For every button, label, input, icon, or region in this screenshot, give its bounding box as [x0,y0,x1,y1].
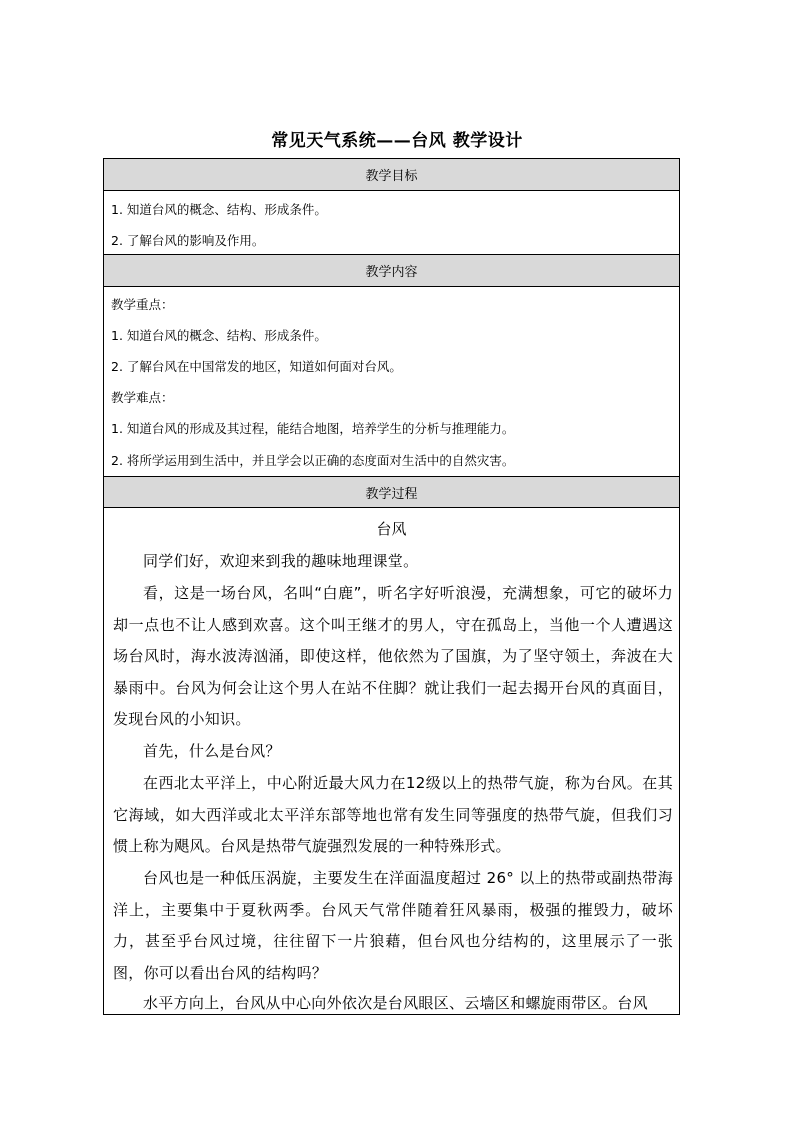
process-header: 教学过程 [104,476,679,508]
lesson-plan-table [103,158,680,1015]
difficulty-item: 2. 将所学运用到生活中，并且学会以正确的态度面对生活中的自然灾害。 [111,453,515,468]
process-cell [104,508,679,1015]
paragraph: 首先，什么是台风？ [143,742,281,760]
section-title: 台风 [376,520,407,538]
content-header: 教学内容 [104,254,679,287]
document-title: 常见天气系统——台风 教学设计 [271,131,523,151]
difficulty-label: 教学难点： [111,390,174,405]
key-points-label: 教学重点： [111,297,174,312]
content-cell [104,287,679,476]
goals-cell [104,191,679,254]
paragraph: 看，这是一场台风，名叫“白鹿”，听名字好听浪漫，充满想象，可它的破坏力却一点也不让人感到欢喜。这个叫王继才的男人，守在孤岛上，当他一个人遭遇这场台风时，海水波涛汹涌，即使这样，他依然为了国旗，为了坚守领土，奔波在大暴雨中。台风为何会让这个男人在站不住脚？就让我们一起去揭开台风的真面目，发现台风的小知识。 [113,584,673,728]
goals-header: 教学目标 [104,159,679,191]
paragraph: 台风也是一种低压涡旋，主要发生在洋面温度超过 26° 以上的热带或副热带海洋上，主要集中于夏秋两季。台风天气常伴随着狂风暴雨，极强的摧毁力，破坏力，甚至乎台风过境，往往留下一片狼藉，但台风也分结构的，这里展示了一张图，你可以看出台风的结构吗？ [113,869,673,982]
key-point-item: 2. 了解台风在中国常发的地区，知道如何面对台风。 [111,359,402,374]
paragraph: 同学们好，欢迎来到我的趣味地理课堂。 [143,552,419,570]
paragraph: 在西北太平洋上，中心附近最大风力在12级以上的热带气旋，称为台风。在其它海域，如大西洋或北太平洋东部等地也常有发生同等强度的热带气旋，但我们习惯上称为飓风。台风是热带气旋强烈发展的一种特殊形式。 [113,774,673,855]
paragraph: 水平方向上，台风从中心向外依次是台风眼区、云墙区和螺旋雨带区。台风 [143,994,648,1012]
difficulty-item: 1. 知道台风的形成及其过程，能结合地图，培养学生的分析与推理能力。 [111,421,515,436]
key-point-item: 1. 知道台风的概念、结构、形成条件。 [111,328,327,343]
goal-item: 1. 知道台风的概念、结构、形成条件。 [111,202,327,217]
goal-item: 2. 了解台风的影响及作用。 [111,233,265,248]
